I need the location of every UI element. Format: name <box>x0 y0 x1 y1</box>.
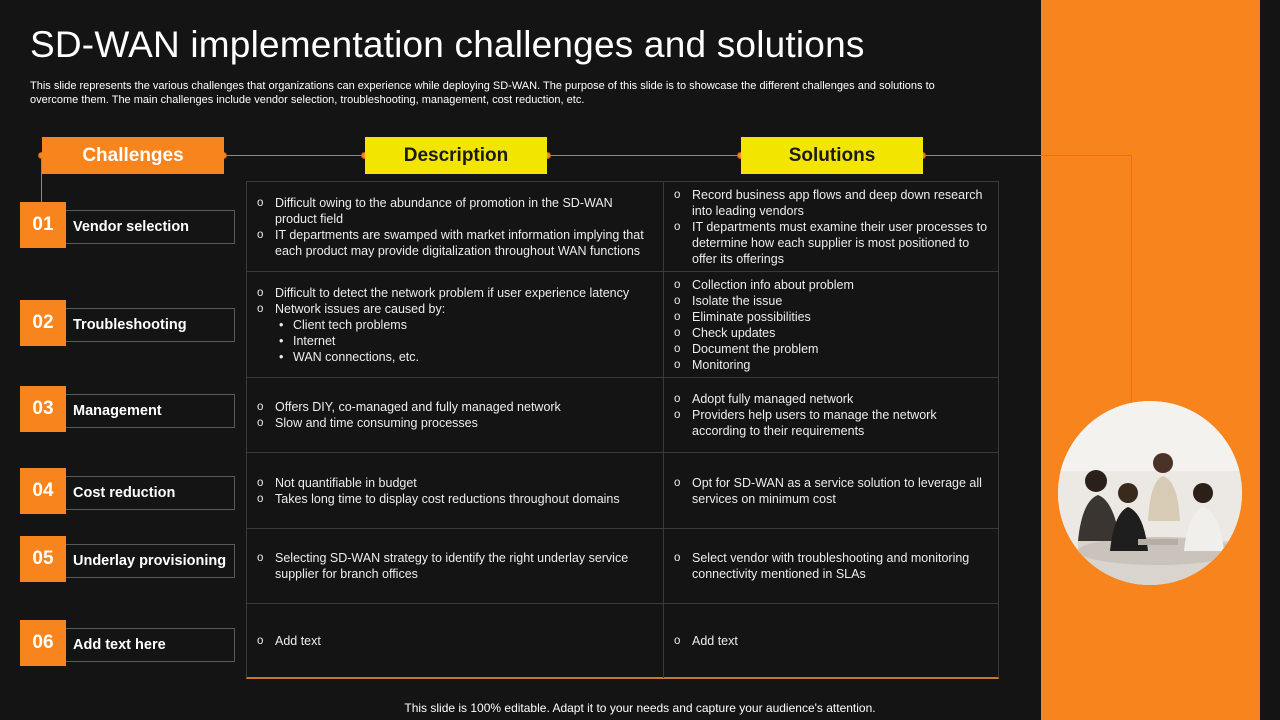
challenge-item <box>20 468 235 514</box>
description-cell <box>247 272 664 377</box>
description-item-text: Network issues are caused by: <box>275 301 446 316</box>
challenge-item <box>20 202 235 248</box>
table-row <box>247 453 998 529</box>
challenge-item <box>20 536 235 582</box>
description-item: o Difficult to detect the network problem if user experience latency <box>257 285 629 301</box>
description-item: o Selecting SD-WAN strategy to identify the right underlay service supplier for branch offices <box>257 550 653 582</box>
challenge-number: 05 <box>20 536 66 582</box>
table-row <box>247 272 998 378</box>
challenges-header: Challenges <box>42 137 224 174</box>
challenges-table <box>246 181 999 679</box>
table-row <box>247 529 998 604</box>
description-item: o Difficult owing to the abundance of promotion in the SD-WAN product field <box>257 195 653 227</box>
description-item: o Add text <box>257 633 321 649</box>
challenge-label: Troubleshooting <box>66 308 235 342</box>
table-row <box>247 378 998 453</box>
description-cell <box>247 182 664 271</box>
solution-item: o Record business app flows and deep down research into leading vendors <box>674 187 988 219</box>
team-meeting-photo <box>1058 401 1242 585</box>
challenge-label: Underlay provisioning <box>66 544 235 578</box>
table-row <box>247 182 998 272</box>
solution-item: o Isolate the issue <box>674 293 854 309</box>
solutions-header: Solutions <box>741 137 923 174</box>
challenge-number: 04 <box>20 468 66 514</box>
challenge-label: Add text here <box>66 628 235 662</box>
challenge-item <box>20 300 235 346</box>
solution-cell <box>664 529 998 603</box>
description-cell <box>247 453 664 528</box>
description-cell <box>247 529 664 603</box>
solution-cell <box>664 378 998 452</box>
solution-item: o Providers help users to manage the network according to their requirements <box>674 407 988 439</box>
solution-item: o Opt for SD-WAN as a service solution to leverage all services on minimum cost <box>674 475 988 507</box>
solution-item: o Adopt fully managed network <box>674 391 988 407</box>
solution-item: o Document the problem <box>674 341 854 357</box>
challenge-number: 06 <box>20 620 66 666</box>
description-item: o Offers DIY, co-managed and fully managed network <box>257 399 561 415</box>
challenge-label: Management <box>66 394 235 428</box>
solution-item: o Eliminate possibilities <box>674 309 854 325</box>
description-subitem: • Client tech problems <box>275 317 629 333</box>
solution-item: o Select vendor with troubleshooting and monitoring connectivity mentioned in SLAs <box>674 550 988 582</box>
solution-cell <box>664 182 998 271</box>
solution-item: o Check updates <box>674 325 854 341</box>
solution-cell <box>664 453 998 528</box>
table-row <box>247 604 998 678</box>
description-item: o IT departments are swamped with market information implying that each product may provide digitalization throughout WAN functions <box>257 227 653 259</box>
photo-vertical-connector <box>1131 155 1132 405</box>
solution-cell <box>664 604 998 678</box>
description-cell <box>247 604 664 678</box>
description-item <box>257 301 629 365</box>
team-meeting-illustration <box>1058 401 1242 585</box>
challenge-item <box>20 386 235 432</box>
solution-item: o IT departments must examine their user processes to determine how each supplier is most positioned to offer its offerings <box>674 219 988 267</box>
description-item: o Not quantifiable in budget <box>257 475 620 491</box>
solution-item: o Monitoring <box>674 357 854 373</box>
description-subitem: • WAN connections, etc. <box>275 349 629 365</box>
page-title: SD-WAN implementation challenges and solutions <box>30 24 865 65</box>
challenge-number: 02 <box>20 300 66 346</box>
challenge-item <box>20 620 235 666</box>
challenge-label: Cost reduction <box>66 476 235 510</box>
description-item: o Takes long time to display cost reductions throughout domains <box>257 491 620 507</box>
description-cell <box>247 378 664 452</box>
page-subtitle: This slide represents the various challenges that organizations can experience while deploying SD-WAN. The purpose of this slide is to showcase the different challenges and solutions to overcome them. The main challenges include vendor selection, troubleshooting, management, cost reduction, etc. <box>30 80 935 106</box>
description-item: o Slow and time consuming processes <box>257 415 561 431</box>
solution-item: o Collection info about problem <box>674 277 854 293</box>
footer-note: This slide is 100% editable. Adapt it to your needs and capture your audience's attention. <box>404 701 876 715</box>
description-header: Description <box>365 137 547 174</box>
description-subitem: • Internet <box>275 333 629 349</box>
solution-cell <box>664 272 998 377</box>
challenge-label: Vendor selection <box>66 210 235 244</box>
challenge-number: 03 <box>20 386 66 432</box>
solution-item: o Add text <box>674 633 738 649</box>
challenge-number: 01 <box>20 202 66 248</box>
